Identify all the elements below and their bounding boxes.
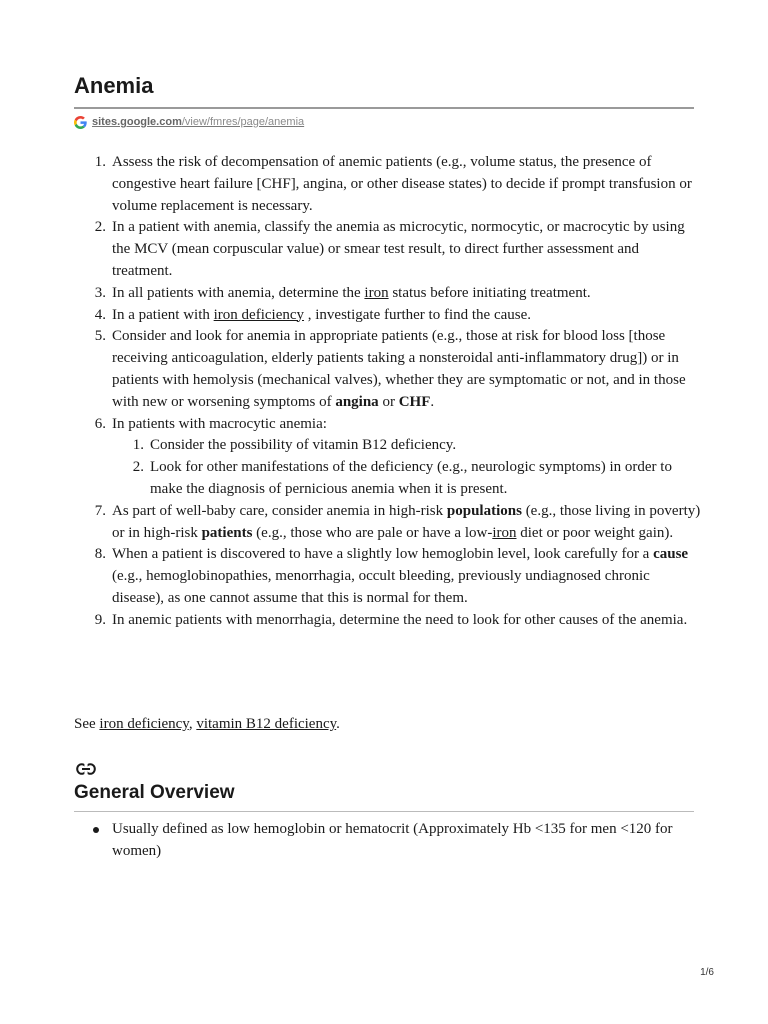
bullet-dot xyxy=(93,827,99,833)
list-item-number: 1. xyxy=(94,154,106,170)
list-item xyxy=(94,501,702,545)
list-item-text xyxy=(112,285,591,301)
see-also-suffix: . xyxy=(336,716,340,732)
sub-list-item-number: 1. xyxy=(132,437,144,454)
google-icon xyxy=(74,116,87,129)
sub-list-item-number: 2. xyxy=(132,459,144,476)
list-item-number: 2. xyxy=(94,219,106,236)
recommendations-list xyxy=(94,152,702,632)
text-run: diet or poor weight gain). xyxy=(516,524,674,541)
list-item-text xyxy=(112,612,687,628)
text-run: In a patient with xyxy=(112,306,214,323)
list-item xyxy=(94,414,702,501)
text-run: (e.g., hemoglobinopathies, menorrhagia, occult bleeding, previously undiagnosed chronic disease), as one cannot assume that this is normal for them. xyxy=(112,568,650,606)
list-item-number: 4. xyxy=(94,306,106,323)
see-also-prefix: See xyxy=(74,716,100,732)
list-item-text xyxy=(112,219,685,279)
title-divider xyxy=(74,107,694,109)
list-item xyxy=(94,326,702,413)
bullet-text: Usually defined as low hemoglobin or hematocrit (Approximately Hb <135 for men <120 for women) xyxy=(112,821,673,859)
source-domain: sites.google.com xyxy=(92,116,182,128)
list-item xyxy=(94,544,702,609)
text-run: (e.g., those who are pale or have a low- xyxy=(252,524,493,541)
list-item xyxy=(94,217,702,282)
see-also-separator: , xyxy=(188,716,197,732)
sub-list-item xyxy=(132,435,702,457)
bold-term: CHF xyxy=(398,393,431,410)
text-run: In all patients with anemia, determine the xyxy=(112,284,365,301)
section-title-general-overview: General Overview xyxy=(74,782,235,803)
vitamin-b12-deficiency-link[interactable]: vitamin B12 deficiency xyxy=(196,716,337,732)
source-path: /view/fmres/page/anemia xyxy=(181,116,305,128)
list-item-text xyxy=(112,503,700,541)
see-also-line xyxy=(74,714,340,736)
link-icon[interactable] xyxy=(76,762,96,776)
page-number: 1/6 xyxy=(700,967,714,978)
list-item-number: 5. xyxy=(94,328,106,345)
list-item-number: 3. xyxy=(94,284,106,301)
text-run: Consider and look for anemia in appropriate patients (e.g., those at risk for blood loss [those receiving anticoagulation, elderly patients taking a nonsteroidal anti-inflammatory drug]) or in patients with hemolysis (mechanical valves), whether they are symptomatic or not, and in those with new or worsening symptoms of xyxy=(112,328,686,410)
list-item xyxy=(94,305,702,327)
list-item-text xyxy=(112,546,688,606)
list-item-text xyxy=(112,154,692,214)
bullet-item xyxy=(112,819,702,863)
page-title: Anemia xyxy=(74,73,154,98)
text-run: As part of well-baby care, consider anemia in high-risk xyxy=(112,502,447,519)
source-link[interactable] xyxy=(92,116,304,128)
list-item-number: 9. xyxy=(94,611,106,628)
text-run: In patients with macrocytic anemia: xyxy=(112,415,327,432)
sub-list-item-text: Look for other manifestations of the deficiency (e.g., neurologic symptoms) in order to make the diagnosis of pernicious anemia when it is present. xyxy=(150,459,672,497)
text-run: status before initiating treatment. xyxy=(388,284,591,301)
section-divider xyxy=(74,811,694,812)
text-run: or xyxy=(378,393,399,410)
iron-deficiency-link[interactable]: iron deficiency xyxy=(99,716,189,732)
list-item-text xyxy=(112,328,686,409)
source-line xyxy=(74,114,304,130)
text-run: (e.g., those living in poverty) or in high-risk xyxy=(112,502,701,541)
text-run: In anemic patients with menorrhagia, determine the need to look for other causes of the anemia. xyxy=(112,611,688,628)
text-run: When a patient is discovered to have a slightly low hemoglobin level, look carefully for a xyxy=(112,546,654,563)
sub-list-item-text: Consider the possibility of vitamin B12 deficiency. xyxy=(150,437,457,454)
list-item xyxy=(94,283,702,305)
bold-term: cause xyxy=(653,546,689,563)
inline-link[interactable]: iron xyxy=(364,284,389,301)
list-item-text xyxy=(112,307,531,323)
text-run: . xyxy=(430,393,435,410)
list-item xyxy=(94,610,702,632)
text-run: , investigate further to find the cause. xyxy=(304,306,532,323)
sub-list-item xyxy=(132,457,702,501)
bold-term: angina xyxy=(335,393,379,410)
list-item-number: 7. xyxy=(94,502,106,519)
sub-list xyxy=(112,435,702,500)
inline-link[interactable]: iron deficiency xyxy=(213,306,305,323)
overview-bullet-list xyxy=(112,819,702,863)
list-item-number: 8. xyxy=(94,546,106,563)
inline-link[interactable]: iron xyxy=(492,524,517,541)
list-item-text xyxy=(112,416,327,432)
text-run: Assess the risk of decompensation of anemic patients (e.g., volume status, the presence of congestive heart failure [CHF], angina, or other disease states) to decide if prompt transfusion or volume replacement is necessary. xyxy=(112,154,692,214)
text-run: In a patient with anemia, classify the anemia as microcytic, normocytic, or macrocytic by using the MCV (mean corpuscular value) or smear test result, to direct further assessment and treatment. xyxy=(112,219,685,279)
bold-term: patients xyxy=(201,524,253,541)
list-item xyxy=(94,152,702,217)
bold-term: populations xyxy=(446,502,522,519)
list-item-number: 6. xyxy=(94,415,106,432)
